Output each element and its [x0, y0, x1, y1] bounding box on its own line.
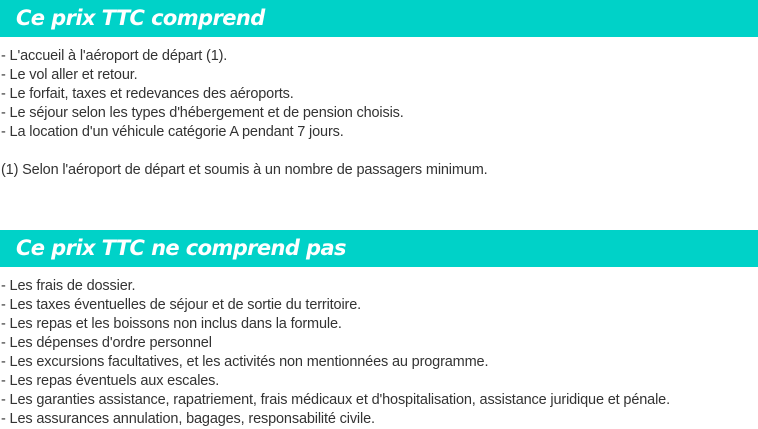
included-section-header — [0, 0, 758, 37]
list-item: - La location d'un véhicule catégorie A pendant 7 jours. — [1, 124, 344, 140]
list-item: - Les garanties assistance, rapatriement, frais médicaux et d'hospitalisation, assistance juridique et pénale. — [1, 392, 670, 408]
excluded-section-header — [0, 230, 758, 267]
list-item: - Les frais de dossier. — [1, 278, 136, 294]
list-item: - L'accueil à l'aéroport de départ (1). — [1, 48, 228, 64]
list-item: - Les repas et les boissons non inclus dans la formule. — [1, 316, 342, 332]
list-item: - Les dépenses d'ordre personnel — [1, 335, 212, 351]
list-item: - Le séjour selon les types d'hébergement et de pension choisis. — [1, 105, 404, 121]
footnote: (1) Selon l'aéroport de départ et soumis à un nombre de passagers minimum. — [1, 162, 488, 178]
excluded-section-title: Ce prix TTC ne comprend pas — [16, 236, 346, 260]
list-item: - Les excursions facultatives, et les activités non mentionnées au programme. — [1, 354, 489, 370]
list-item: - Les assurances annulation, bagages, responsabilité civile. — [1, 411, 375, 427]
excluded-list — [1, 277, 670, 429]
included-section-title: Ce prix TTC comprend — [16, 6, 265, 30]
list-item: - Les repas éventuels aux escales. — [1, 373, 220, 389]
included-list — [1, 47, 404, 142]
list-item: - Le vol aller et retour. — [1, 67, 138, 83]
list-item: - Les taxes éventuelles de séjour et de sortie du territoire. — [1, 297, 361, 313]
list-item: - Le forfait, taxes et redevances des aéroports. — [1, 86, 294, 102]
